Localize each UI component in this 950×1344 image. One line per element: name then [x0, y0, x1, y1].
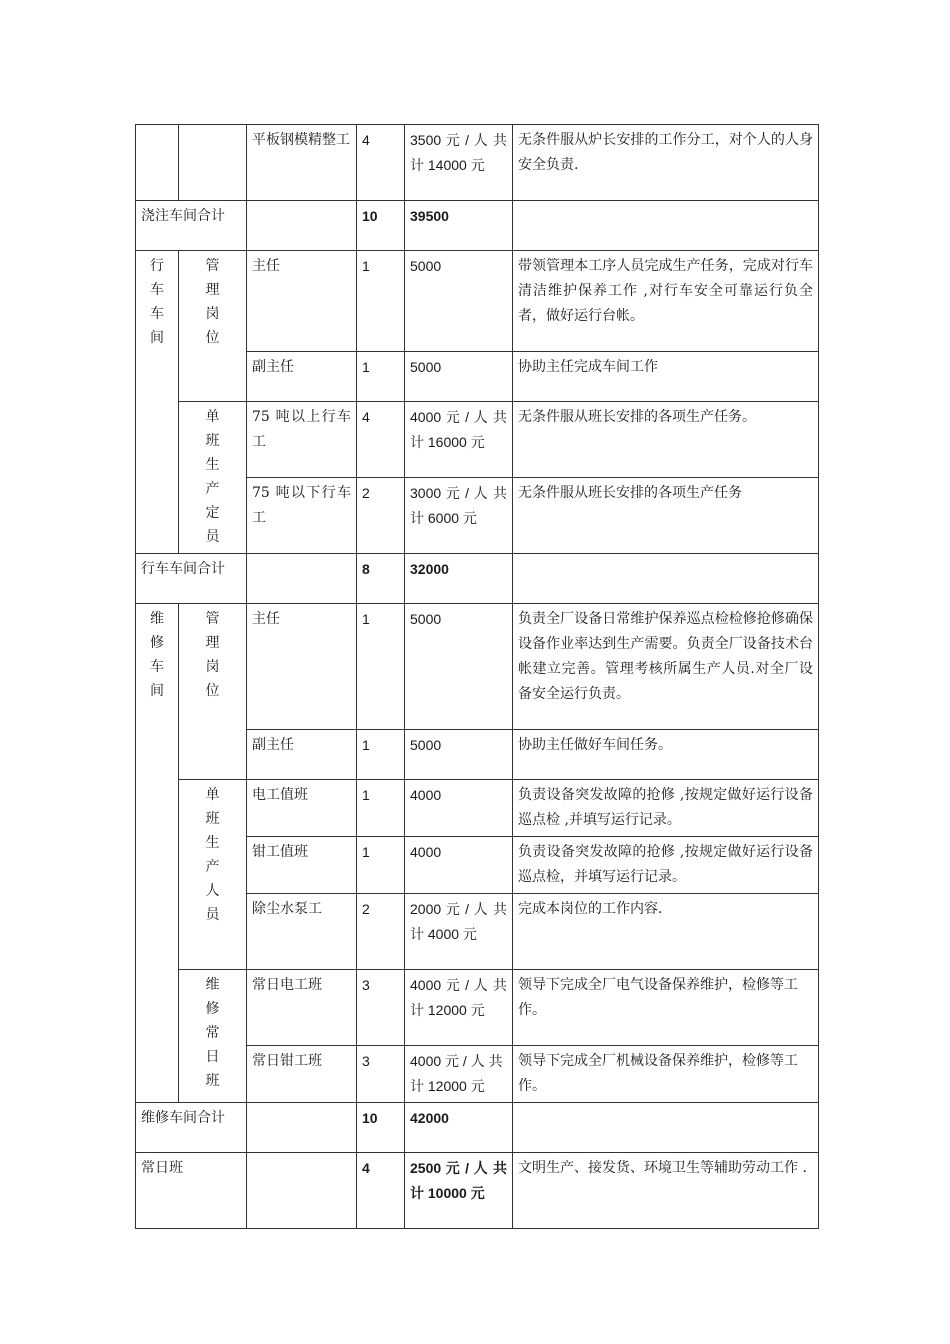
table-row	[136, 970, 819, 1046]
group-cell: 单班生产人员	[179, 780, 247, 970]
post-cell: 主任	[247, 604, 357, 730]
duty-cell: 无条件服从炉长安排的工作分工，对个人的人身安全负责.	[513, 125, 819, 201]
post-cell: 电工值班	[247, 780, 357, 837]
duty-cell: 领导下完成全厂机械设备保养维护，检修等工作。	[513, 1046, 819, 1103]
post-cell: 主任	[247, 251, 357, 352]
post-cell: 常日电工班	[247, 970, 357, 1046]
duty-cell: 带领管理本工序人员完成生产任务，完成对行车清洁维护保养工作 ,对行车安全可靠运行负全者，做好运行台帐。	[513, 251, 819, 352]
pay-cell: 5000	[405, 604, 513, 730]
pay-cell: 5000	[405, 251, 513, 352]
table-row	[136, 1153, 819, 1229]
count-cell: 2	[357, 894, 405, 970]
table-row	[136, 125, 819, 201]
duty-cell: 领导下完成全厂电气设备保养维护，检修等工作。	[513, 970, 819, 1046]
dept-cell: 行车车间	[136, 251, 179, 554]
count-cell: 10	[357, 201, 405, 251]
table-row	[136, 402, 819, 478]
post-cell: 除尘水泵工	[247, 894, 357, 970]
duty-cell: 负责设备突发故障的抢修 ,按规定做好运行设备巡点检 ,并填写运行记录。	[513, 780, 819, 837]
count-cell: 4	[357, 1153, 405, 1229]
count-cell: 1	[357, 251, 405, 352]
count-cell: 1	[357, 780, 405, 837]
pay-cell: 42000	[405, 1103, 513, 1153]
duty-cell	[513, 201, 819, 251]
pay-cell: 2500 元 / 人 共计 10000 元	[405, 1153, 513, 1229]
pay-cell: 4000	[405, 780, 513, 837]
duty-cell: 负责全厂设备日常维护保养巡点检检修抢修确保设备作业率达到生产需要。负责全厂设备技术台帐建立完善。管理考核所属生产人员.对全厂设备安全运行负责。	[513, 604, 819, 730]
duty-cell: 负责设备突发故障的抢修 ,按规定做好运行设备巡点检，并填写运行记录。	[513, 837, 819, 894]
duty-cell: 协助主任完成车间工作	[513, 352, 819, 402]
count-cell: 1	[357, 604, 405, 730]
count-cell: 3	[357, 970, 405, 1046]
group-cell: 管理岗位	[179, 251, 247, 402]
duty-cell	[513, 1103, 819, 1153]
table-row	[136, 604, 819, 730]
pay-cell: 3500 元 / 人 共计 14000 元	[405, 125, 513, 201]
count-cell: 2	[357, 478, 405, 554]
pay-cell: 4000 元 / 人 共计 12000 元	[405, 1046, 513, 1103]
subtotal-row	[136, 1103, 819, 1153]
post-cell	[247, 1103, 357, 1153]
group-cell	[179, 125, 247, 201]
duty-cell: 无条件服从班长安排的各项生产任务	[513, 478, 819, 554]
duty-cell: 文明生产、接发货、环境卫生等辅助劳动工作 .	[513, 1153, 819, 1229]
pay-cell: 4000 元 / 人 共计 12000 元	[405, 970, 513, 1046]
group-cell: 维修常日班	[179, 970, 247, 1103]
count-cell: 8	[357, 554, 405, 604]
post-cell: 钳工值班	[247, 837, 357, 894]
table-row	[136, 251, 819, 352]
group-cell: 管理岗位	[179, 604, 247, 780]
subtotal-row	[136, 554, 819, 604]
dept-cell: 维修车间	[136, 604, 179, 1103]
count-cell: 3	[357, 1046, 405, 1103]
pay-cell: 4000	[405, 837, 513, 894]
pay-cell: 5000	[405, 730, 513, 780]
count-cell: 4	[357, 125, 405, 201]
pay-cell: 3000 元 / 人 共计 6000 元	[405, 478, 513, 554]
pay-cell: 2000 元 / 人 共计 4000 元	[405, 894, 513, 970]
staffing-table	[135, 124, 819, 1229]
duty-cell: 完成本岗位的工作内容.	[513, 894, 819, 970]
subtotal-label: 浇注车间合计	[136, 201, 247, 251]
subtotal-label: 行车车间合计	[136, 554, 247, 604]
post-cell	[247, 554, 357, 604]
pay-cell: 4000 元 / 人 共计 16000 元	[405, 402, 513, 478]
pay-cell: 5000	[405, 352, 513, 402]
count-cell: 4	[357, 402, 405, 478]
post-cell: 75 吨以上行车工	[247, 402, 357, 478]
post-cell: 75 吨以下行车工	[247, 478, 357, 554]
duty-cell: 无条件服从班长安排的各项生产任务。	[513, 402, 819, 478]
subtotal-row	[136, 201, 819, 251]
count-cell: 1	[357, 730, 405, 780]
duty-cell: 协助主任做好车间任务。	[513, 730, 819, 780]
post-cell: 副主任	[247, 730, 357, 780]
count-cell: 1	[357, 352, 405, 402]
pay-cell: 32000	[405, 554, 513, 604]
shift-label: 常日班	[136, 1153, 247, 1229]
subtotal-label: 维修车间合计	[136, 1103, 247, 1153]
post-cell: 平板钢模精整工	[247, 125, 357, 201]
table-row	[136, 780, 819, 837]
post-cell: 常日钳工班	[247, 1046, 357, 1103]
group-cell: 单班生产定员	[179, 402, 247, 554]
post-cell: 副主任	[247, 352, 357, 402]
duty-cell	[513, 554, 819, 604]
count-cell: 1	[357, 837, 405, 894]
post-cell	[247, 201, 357, 251]
count-cell: 10	[357, 1103, 405, 1153]
dept-cell	[136, 125, 179, 201]
pay-cell: 39500	[405, 201, 513, 251]
post-cell	[247, 1153, 357, 1229]
